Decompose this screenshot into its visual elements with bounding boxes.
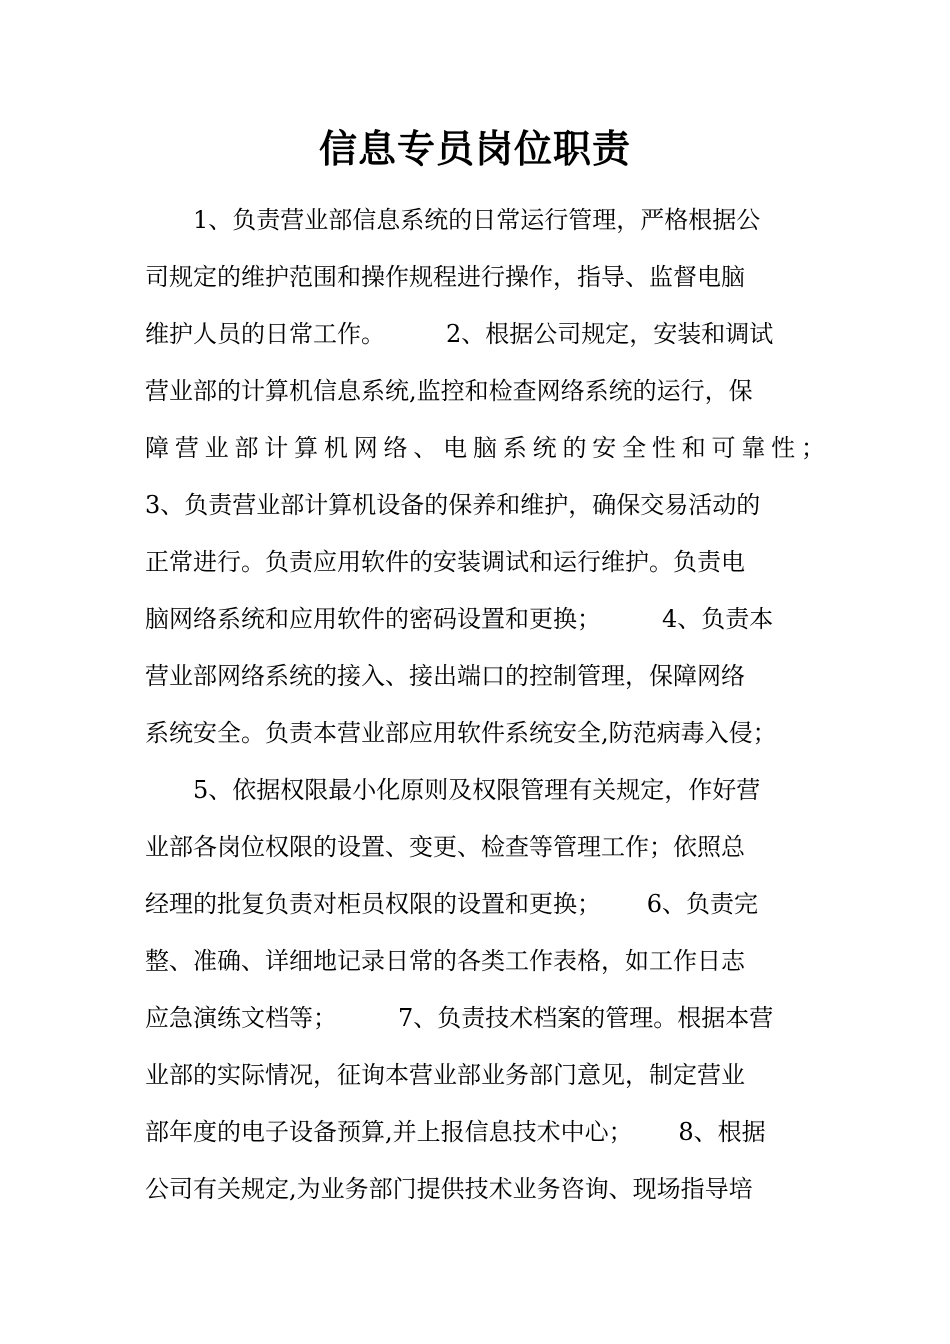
text-line: 维护人员的日常工作。 2、根据公司规定，安装和调试 [145,320,774,348]
text-line: 司规定的维护范围和操作规程进行操作，指导、监督电脑 [145,263,745,291]
document-title: 信息专员岗位职责 [318,126,631,171]
text-line: 系统安全。负责本营业部应用软件系统安全,防范病毒入侵； [145,719,777,747]
text-line: 部年度的电子设备预算,并上报信息技术中心； 8、根据 [145,1118,766,1146]
text-line: 业部各岗位权限的设置、变更、检查等管理工作；依照总 [145,833,745,861]
text-line: 1、负责营业部信息系统的日常运行管理，严格根据公 [193,206,761,234]
text-line: 营业部的计算机信息系统,监控和检查网络系统的运行，保 [145,377,753,405]
text-line: 5、依据权限最小化原则及权限管理有关规定，作好营 [193,776,761,804]
text-line: 公司有关规定,为业务部门提供技术业务咨询、现场指导培 [145,1175,753,1203]
text-line: 3、负责营业部计算机设备的保养和维护，确保交易活动的 [145,491,761,519]
text-line: 营业部网络系统的接入、接出端口的控制管理，保障网络 [145,662,745,690]
text-line: 脑网络系统和应用软件的密码设置和更换； 4、负责本 [145,605,774,633]
text-line: 整、准确、详细地记录日常的各类工作表格，如工作日志 [145,947,745,975]
text-line: 障营业部计算机网络、电脑系统的安全性和可靠性； [145,434,825,462]
text-line: 正常进行。负责应用软件的安装调试和运行维护。负责电 [145,548,745,576]
text-line: 应急演练文档等； 7、负责技术档案的管理。根据本营 [145,1004,774,1032]
text-line: 业部的实际情况，征询本营业部业务部门意见，制定营业 [145,1061,745,1089]
text-line: 经理的批复负责对柜员权限的设置和更换； 6、负责完 [145,890,759,918]
